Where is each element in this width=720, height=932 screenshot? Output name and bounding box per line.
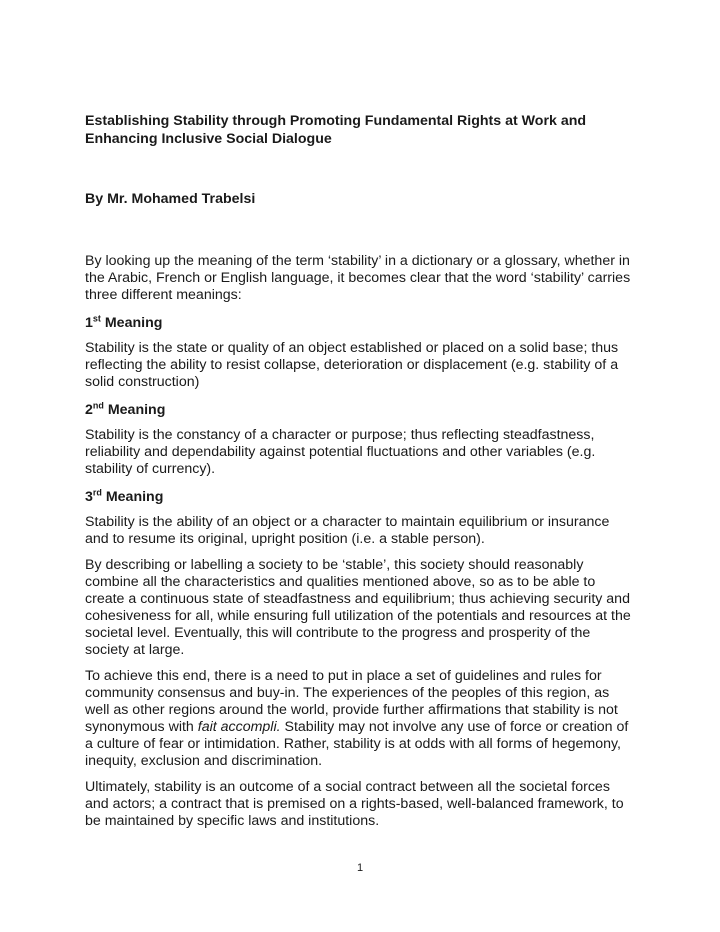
meaning-3-suffix: rd — [92, 487, 102, 498]
document-title — [85, 112, 637, 148]
meaning-2-suffix: nd — [92, 400, 104, 411]
meaning-3-label: Meaning — [105, 489, 164, 505]
meaning-1-heading — [85, 314, 637, 332]
achieve-paragraph — [85, 668, 637, 770]
meaning-2-text: Stability is the constancy of a character or purpose; thus reflecting steadfastness, reliability and dependability against potential fluctuations and other variables (e.g. stability of currency). — [85, 427, 596, 477]
meaning-2-number: 2 — [85, 402, 93, 418]
achieve-text-after: Stability may not involve any use of force or creation of a culture of fear or intimidation. Rather, stability is at odds with all forms of hegemony, inequity, exclusion and discrimination. — [85, 719, 629, 769]
title-line-2: Enhancing Inclusive Social Dialogue — [85, 131, 332, 147]
meaning-3-text: Stability is the ability of an object or a character to maintain equilibrium or insurance and to resume its original, upright position (i.e. a stable person). — [85, 514, 610, 547]
meaning-3-number: 3 — [85, 489, 93, 505]
meaning-2-heading — [85, 401, 637, 419]
meaning-1-text: Stability is the state or quality of an object established or placed on a solid base; thus reflecting the ability to resist collapse, deterioration or displacement (e.g. stability of a solid construction) — [85, 340, 619, 390]
contract-paragraph: Ultimately, stability is an outcome of a social contract between all the societal forces and actors; a contract that is premised on a rights-based, well-balanced framework, to be maintained by specific laws and institutions. — [85, 779, 624, 829]
society-paragraph: By describing or labelling a society to be ‘stable’, this society should reasonably combine all the characteristics and qualities mentioned above, so as to be able to create a continuous state of steadfastness and equilibrium; thus achieving security and cohesiveness for all, while ensuring full utilization of the potentials and resources at the societal level. Eventually, this will contribute to the progress and prosperity of the society at large. — [85, 557, 631, 658]
meaning-1-label: Meaning — [104, 315, 163, 331]
title-line-1: Establishing Stability through Promoting Fundamental Rights at Work and — [85, 113, 587, 129]
meaning-1-number: 1 — [85, 315, 93, 331]
intro-paragraph: By looking up the meaning of the term ‘stability’ in a dictionary or a glossary, whether in the Arabic, French or English language, it becomes clear that the word ‘stability’ carries three different meanings: — [85, 253, 631, 303]
page-number: 1 — [356, 862, 364, 874]
author-byline: By Mr. Mohamed Trabelsi — [85, 191, 256, 207]
meaning-1-suffix: st — [92, 313, 101, 324]
document-body — [85, 112, 637, 839]
meaning-3-heading — [85, 488, 637, 506]
achieve-text-emphasis: fait accompli. — [197, 719, 281, 735]
achieve-text-before: To achieve this end, there is a need to put in place a set of guidelines and rules for community consensus and buy-in. The experiences of the peoples of this region, as well as other regions around the world, provide further affirmations that stability is not synonymous with — [85, 668, 618, 735]
meaning-2-label: Meaning — [107, 402, 166, 418]
